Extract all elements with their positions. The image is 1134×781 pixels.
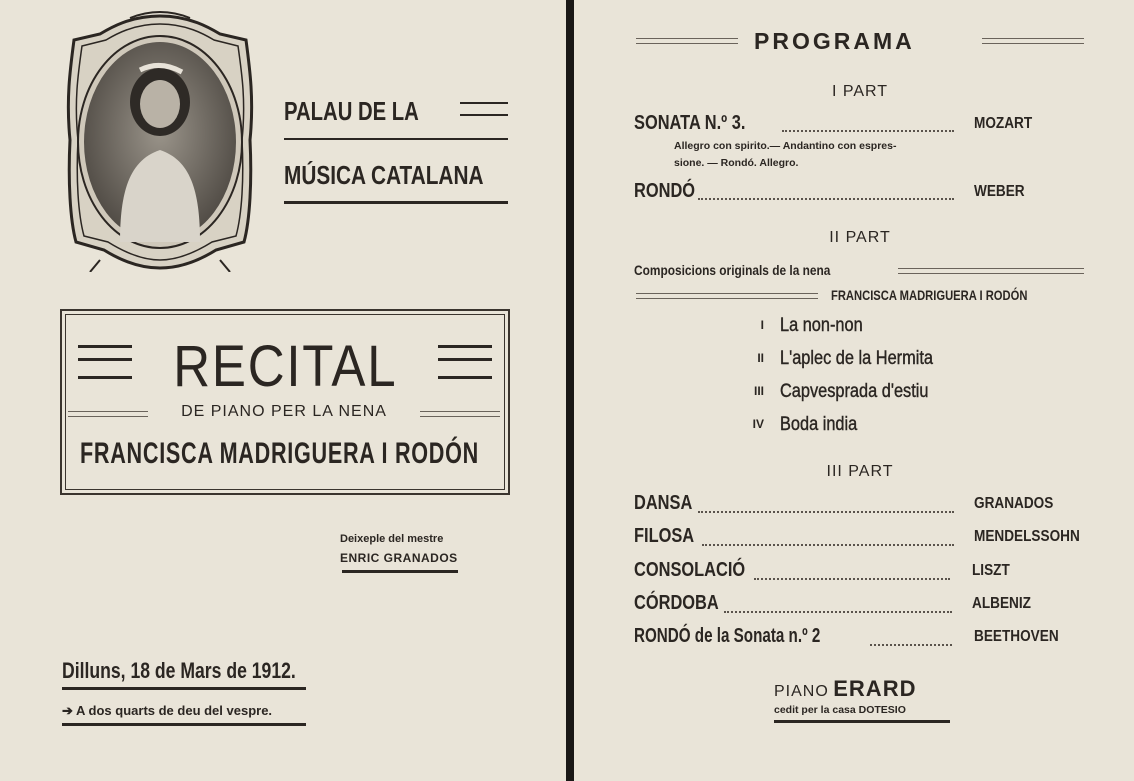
venue-line2-text: MÚSICA CATALANA	[284, 160, 484, 190]
part3-item-5-composer-text: BEETHOVEN	[974, 628, 1059, 645]
part2-item-4-title-text: Boda india	[780, 414, 858, 435]
leader-dots	[782, 130, 954, 132]
part2-item-2-title-text: L'aplec de la Hermita	[780, 348, 933, 369]
part2-item-4-num: IV	[752, 417, 764, 431]
piano-underline	[774, 720, 950, 723]
part3-item-4-composer	[972, 595, 1041, 613]
part1-movements-line1: Allegro con spirito.— Andantino con espres-	[674, 140, 897, 152]
recital-ornament-right	[438, 345, 492, 379]
part2-item-3-num: III	[753, 384, 764, 398]
part3-item-3-title	[634, 559, 770, 582]
part1-movements-line2: sione. — Rondó. Allegro.	[674, 157, 799, 169]
part3-item-2-composer-text: MENDELSSOHN	[974, 528, 1080, 545]
part2-item-3-title	[780, 381, 953, 403]
part1-title: I PART	[831, 83, 889, 100]
concert-time-row	[62, 703, 272, 719]
leader-dots	[698, 198, 954, 200]
part3-item-3-composer	[972, 562, 1016, 580]
part2-item-2-num: II	[757, 351, 764, 365]
part3-item-5-title	[634, 625, 879, 648]
recital-box	[60, 309, 510, 495]
part2-item-1-num: I	[760, 318, 764, 332]
venue-line2	[284, 160, 533, 191]
part3-item-1-title-text: DANSA	[634, 492, 693, 514]
right-page	[574, 0, 1134, 781]
piano-brand: ERARD	[833, 676, 917, 701]
part3-item-4-title	[634, 592, 737, 615]
piano-label: PIANO	[774, 683, 829, 700]
part1-item-1-title-text: SONATA N.º 3.	[634, 112, 746, 134]
piano-credit: cedit per la casa DOTESIO	[774, 704, 906, 716]
arrow-icon: ➔	[62, 703, 77, 718]
venue-underline	[284, 201, 508, 204]
part2-item-3-title-text: Capvesprada d'estiu	[780, 381, 929, 402]
leader-dots	[754, 578, 950, 580]
part3-item-3-title-text: CONSOLACIÓ	[634, 559, 746, 581]
part1-item-1-composer-text: MOZART	[974, 115, 1033, 132]
performer-name-text: FRANCISCA MADRIGUERA I RODÓN	[80, 437, 479, 470]
leader-dots	[870, 644, 952, 646]
part3-item-2-title-text: FILOSA	[634, 525, 695, 547]
part2-item-2-title	[780, 348, 958, 370]
leader-dots	[724, 611, 952, 613]
part3-item-1-composer	[974, 495, 1067, 513]
part3-item-4-title-text: CÓRDOBA	[634, 592, 719, 614]
subtitle-rule-right	[420, 411, 500, 417]
venue-line1-text: PALAU DE LA	[284, 96, 419, 126]
part3-item-5-composer	[974, 628, 1074, 646]
leader-dots	[702, 544, 954, 546]
part3-item-1-composer-text: GRANADOS	[974, 495, 1054, 512]
part1-item-2-title-text: RONDÓ	[634, 180, 696, 202]
time-underline	[62, 723, 306, 726]
teacher-intro: Deixeple del mestre	[340, 533, 444, 545]
part3-item-4-composer-text: ALBENIZ	[972, 595, 1031, 612]
venue-divider	[284, 138, 508, 140]
teacher-name: ENRIC GRANADOS	[340, 551, 458, 565]
part3-item-3-composer-text: LISZT	[972, 562, 1010, 579]
part2-intro	[634, 262, 865, 280]
venue-ornament	[460, 102, 508, 116]
recital-subtitle: DE PIANO PER LA NENA	[181, 403, 387, 420]
part2-composer	[831, 287, 1077, 305]
left-page	[0, 0, 566, 781]
part3-title: III PART	[826, 463, 894, 480]
recital-title-text: RECITAL	[172, 334, 398, 399]
part2-item-1-title	[780, 315, 876, 337]
programa-heading: PROGRAMA	[754, 28, 915, 54]
part2-item-4-title	[780, 414, 870, 436]
part1-item-1-composer	[974, 115, 1042, 133]
portrait-frame	[60, 10, 260, 272]
concert-date-text: Dilluns, 18 de Mars de 1912.	[62, 658, 296, 683]
part3-item-1-title	[634, 492, 705, 515]
teacher-underline	[342, 570, 458, 573]
part2-title: II PART	[829, 229, 891, 246]
concert-date	[62, 658, 354, 684]
part2-composer-text: FRANCISCA MADRIGUERA I RODÓN	[831, 287, 1028, 303]
part1-item-2-composer-text: WEBER	[974, 183, 1025, 200]
part3-item-2-title	[634, 525, 707, 548]
part1-item-2-composer	[974, 183, 1034, 201]
part2-intro-text: Composicions originals de la nena	[634, 262, 831, 278]
venue-line1	[284, 96, 457, 127]
concert-time: A dos quarts de deu del vespre.	[76, 703, 273, 718]
leader-dots	[698, 511, 954, 513]
performer-name	[80, 437, 566, 471]
part3-item-2-composer	[974, 528, 1098, 546]
date-underline	[62, 687, 306, 690]
part2-item-1-title-text: La non-non	[780, 315, 863, 336]
part3-item-5-title-text: RONDÓ de la Sonata n.º 2	[634, 625, 821, 647]
subtitle-rule-left	[68, 411, 148, 417]
part1-item-1-title	[634, 112, 770, 135]
part2-rule-top	[898, 268, 1084, 274]
piano-line	[774, 676, 916, 702]
part2-rule-bottom	[636, 293, 818, 299]
heading-rule-right	[982, 38, 1084, 44]
recital-ornament-left	[78, 345, 132, 379]
recital-title	[150, 333, 420, 400]
heading-rule-left	[636, 38, 738, 44]
